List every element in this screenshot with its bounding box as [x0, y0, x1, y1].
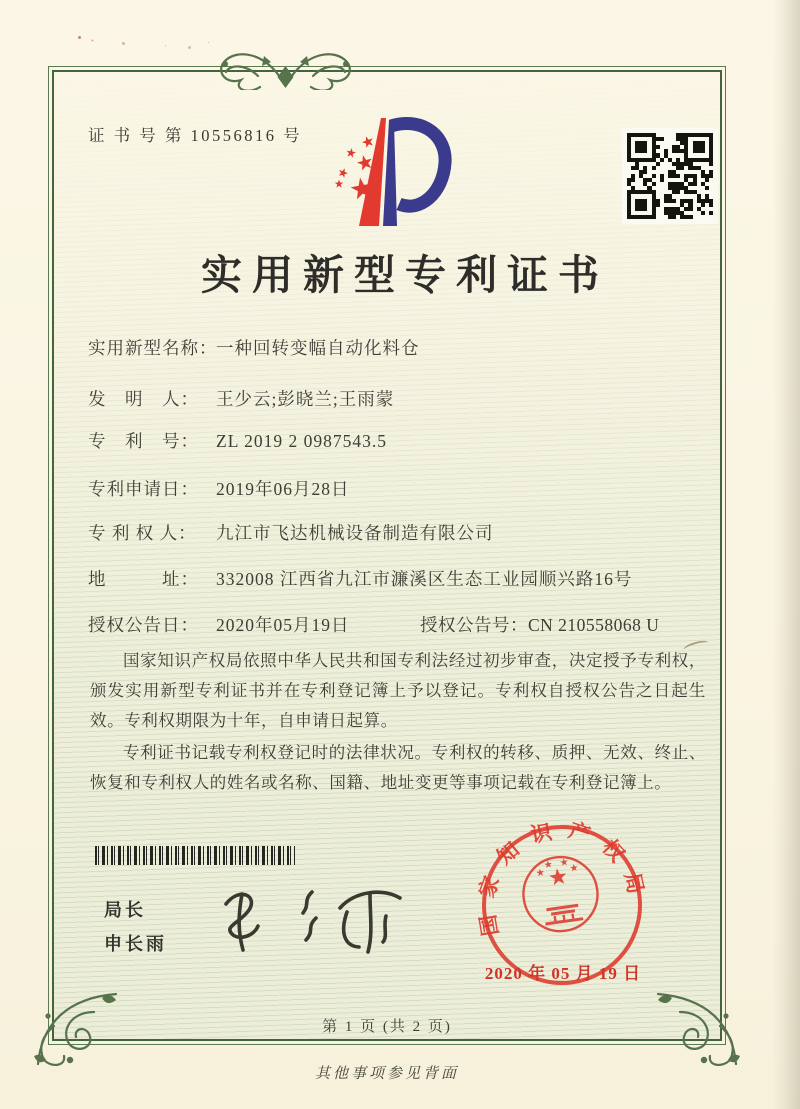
- qr-code: [622, 128, 718, 224]
- field-label: 专 利 权 人：: [88, 523, 197, 543]
- signer-block: [104, 893, 167, 961]
- field-label: 地 址：: [88, 569, 199, 589]
- field-label: 专 利 号：: [88, 431, 199, 451]
- field-label: 授权公告号：: [420, 615, 528, 635]
- national-emblem-icon: [519, 852, 603, 936]
- field-row-patentee: [88, 520, 494, 545]
- field-value: 王少云;彭晓兰;王雨蒙: [216, 389, 395, 409]
- field-value: 2019年06月28日: [216, 479, 350, 499]
- field-value: 332008 江西省九江市濂溪区生态工业园顺兴路16号: [216, 569, 633, 589]
- signature: [212, 876, 412, 964]
- back-side-note: 其他事项参见背面: [314, 1066, 459, 1082]
- field-label: 授权公告日：: [88, 615, 199, 635]
- field-row-address: [88, 566, 632, 591]
- certificate-number: 证 书 号 第 10556816 号: [88, 126, 303, 145]
- legal-paragraph: 专利证书记载专利权登记时的法律状况。专利权的转移、质押、无效、终止、恢复和专利权人的姓名或名称、国籍、地址变更等事项记载在专利登记簿上。: [90, 743, 706, 792]
- top-flourish-ornament: [198, 42, 373, 90]
- field-value: CN 210558068 U: [528, 615, 660, 635]
- signer-title: 局长: [104, 900, 146, 920]
- legal-text-block: [90, 646, 706, 800]
- page-number: 第 1 页 (共 2 页): [322, 1019, 452, 1035]
- cnipa-logo-icon: [325, 108, 485, 233]
- field-label: 专利申请日：: [88, 479, 199, 499]
- paper-edge-shadow: [772, 0, 800, 1109]
- field-value: 一种回转变幅自动化料仓: [216, 338, 420, 358]
- seal-agency-text: 国家知识产权局: [473, 817, 651, 938]
- field-row-grant-number: [420, 612, 659, 637]
- field-value: ZL 2019 2 0987543.5: [216, 431, 387, 451]
- seal-date: 2020 年 05 月 19 日: [484, 964, 642, 983]
- certificate-title: 实用新型专利证书: [201, 252, 609, 298]
- legal-paragraph: 国家知识产权局依照中华人民共和国专利法经过初步审查，决定授予专利权，颁发实用新型专利证书并在专利登记簿上予以登记。专利权自授权公告之日起生效。专利权期限为十年，自申请日起算。: [90, 651, 706, 730]
- signer-name: 申长雨: [104, 934, 167, 954]
- field-label: 实用新型名称：: [88, 338, 218, 358]
- field-value: 2020年05月19日: [216, 615, 350, 635]
- field-label: 发 明 人：: [88, 389, 199, 409]
- field-row-grant-date: [88, 612, 350, 637]
- field-row-patent-no: [88, 428, 387, 453]
- field-row-filing-date: [88, 476, 350, 501]
- field-row-name: [88, 335, 420, 360]
- ink-speckles: [78, 36, 81, 39]
- barcode: [95, 846, 295, 865]
- field-value: 九江市飞达机械设备制造有限公司: [216, 523, 494, 543]
- field-row-inventor: [88, 386, 394, 411]
